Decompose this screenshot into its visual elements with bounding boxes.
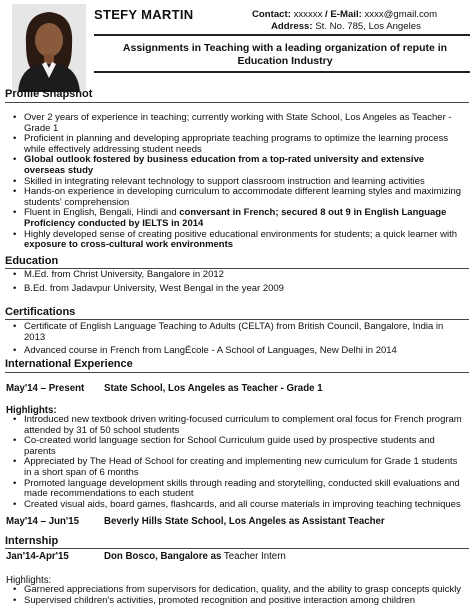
address-label: Address:	[271, 21, 313, 32]
list-item: • Global outlook fostered by business education from a top-rated university and extensive overseas study	[24, 155, 466, 176]
list-item: • Advanced course in French from LangÉcole - A School of Languages, New Delhi in 2014	[24, 346, 466, 357]
profile-list	[24, 113, 466, 251]
education-list	[24, 270, 466, 294]
section-rule	[5, 102, 469, 103]
internship-org: Don Bosco, Bangalore as	[104, 551, 222, 562]
section-rule	[5, 548, 469, 549]
list-item: • Skilled in integrating relevant technology to support classroom instruction and learning activities	[24, 177, 466, 188]
section-rule	[5, 319, 469, 320]
portrait-image	[12, 4, 86, 92]
list-item: • Created visual aids, board games, flashcards, and all course materials in improving teaching techniques	[24, 500, 466, 511]
contact-value: xxxxxx	[293, 9, 323, 20]
section-heading-experience: International Experience	[5, 358, 133, 370]
list-item: • Promoted language development skills through reading and storytelling, conducted skill evaluations and made recommendations to each student	[24, 479, 466, 500]
section-heading-internship: Internship	[5, 535, 59, 547]
job-title: Beverly Hills State School, Los Angeles as Assistant Teacher	[104, 516, 385, 527]
objective-statement: Assignments in Teaching with a leading organization of repute in Education Industry	[122, 42, 448, 67]
objective-divider	[94, 71, 470, 73]
certifications-list	[24, 322, 466, 357]
list-item: • Over 2 years of experience in teaching; currently working with State School, Los Angeles as Teacher - Grade 1	[24, 113, 466, 134]
list-item: • Garnered appreciations from supervisors for dedication, quality, and the ability to grasp concepts quickly	[24, 585, 466, 596]
list-item: • Hands-on experience in developing curriculum to accommodate different learning styles and maximizing students' comprehension	[24, 187, 466, 208]
internship-highlights	[24, 585, 466, 606]
address-value: St. No. 785, Los Angeles	[315, 21, 421, 32]
list-item: • Co-created world language section for School Curriculum guide used by prospective students and parents	[24, 436, 466, 457]
list-item: • Highly developed sense of creating positive educational environments for students; a quick learner with exposure to cross-cultural work environments	[24, 230, 466, 251]
highlights-label: Highlights:	[6, 575, 52, 586]
candidate-name: STEFY MARTIN	[94, 7, 194, 22]
address-line	[271, 21, 421, 32]
header-divider	[94, 34, 470, 36]
list-item: • Fluent in English, Bengali, Hindi and conversant in French; secured 8 out 9 in English Language Proficiency conducted by IELTS in 2014	[24, 208, 466, 229]
email-label: / E-Mail:	[325, 9, 362, 20]
list-item: • Proficient in planning and developing appropriate teaching programs to optimize the learning process while effectively addressing student needs	[24, 134, 466, 155]
job-period: May'14 – Present	[6, 383, 85, 394]
contact-label: Contact:	[252, 9, 291, 20]
job-title: State School, Los Angeles as Teacher - Grade 1	[104, 383, 323, 394]
list-item: • Supervised children's activities, promoted recognition and positive interaction among children	[24, 596, 466, 606]
list-item: • Certificate of English Language Teaching to Adults (CELTA) from British Council, Bangalore, India in 2013	[24, 322, 466, 343]
profile-photo	[12, 4, 86, 92]
list-item: • Appreciated by The Head of School for creating and implementing new curriculum for Grade 1 students in a short span of 6 months	[24, 457, 466, 478]
highlights-label: Highlights:	[6, 405, 57, 416]
list-item: • M.Ed. from Christ University, Bangalore in 2012	[24, 270, 466, 281]
section-rule	[5, 372, 469, 373]
section-heading-certifications: Certifications	[5, 306, 76, 318]
job-period: May'14 – Jun'15	[6, 516, 79, 527]
section-heading-education: Education	[5, 255, 59, 267]
internship-period: Jan'14-Apr'15	[6, 551, 69, 562]
internship-role: Teacher Intern	[221, 551, 286, 562]
list-item: • B.Ed. from Jadavpur University, West Bengal in the year 2009	[24, 284, 466, 295]
internship-title	[104, 551, 286, 562]
email-value[interactable]: xxxx@gmail.com	[364, 9, 438, 20]
experience-highlights	[24, 415, 466, 510]
section-heading-profile: Profile Snapshot	[5, 88, 93, 100]
list-item: • Introduced new textbook driven writing-focused curriculum to complement oral focus for French program attended by 31 of 50 school students	[24, 415, 466, 436]
contact-line	[252, 9, 437, 20]
